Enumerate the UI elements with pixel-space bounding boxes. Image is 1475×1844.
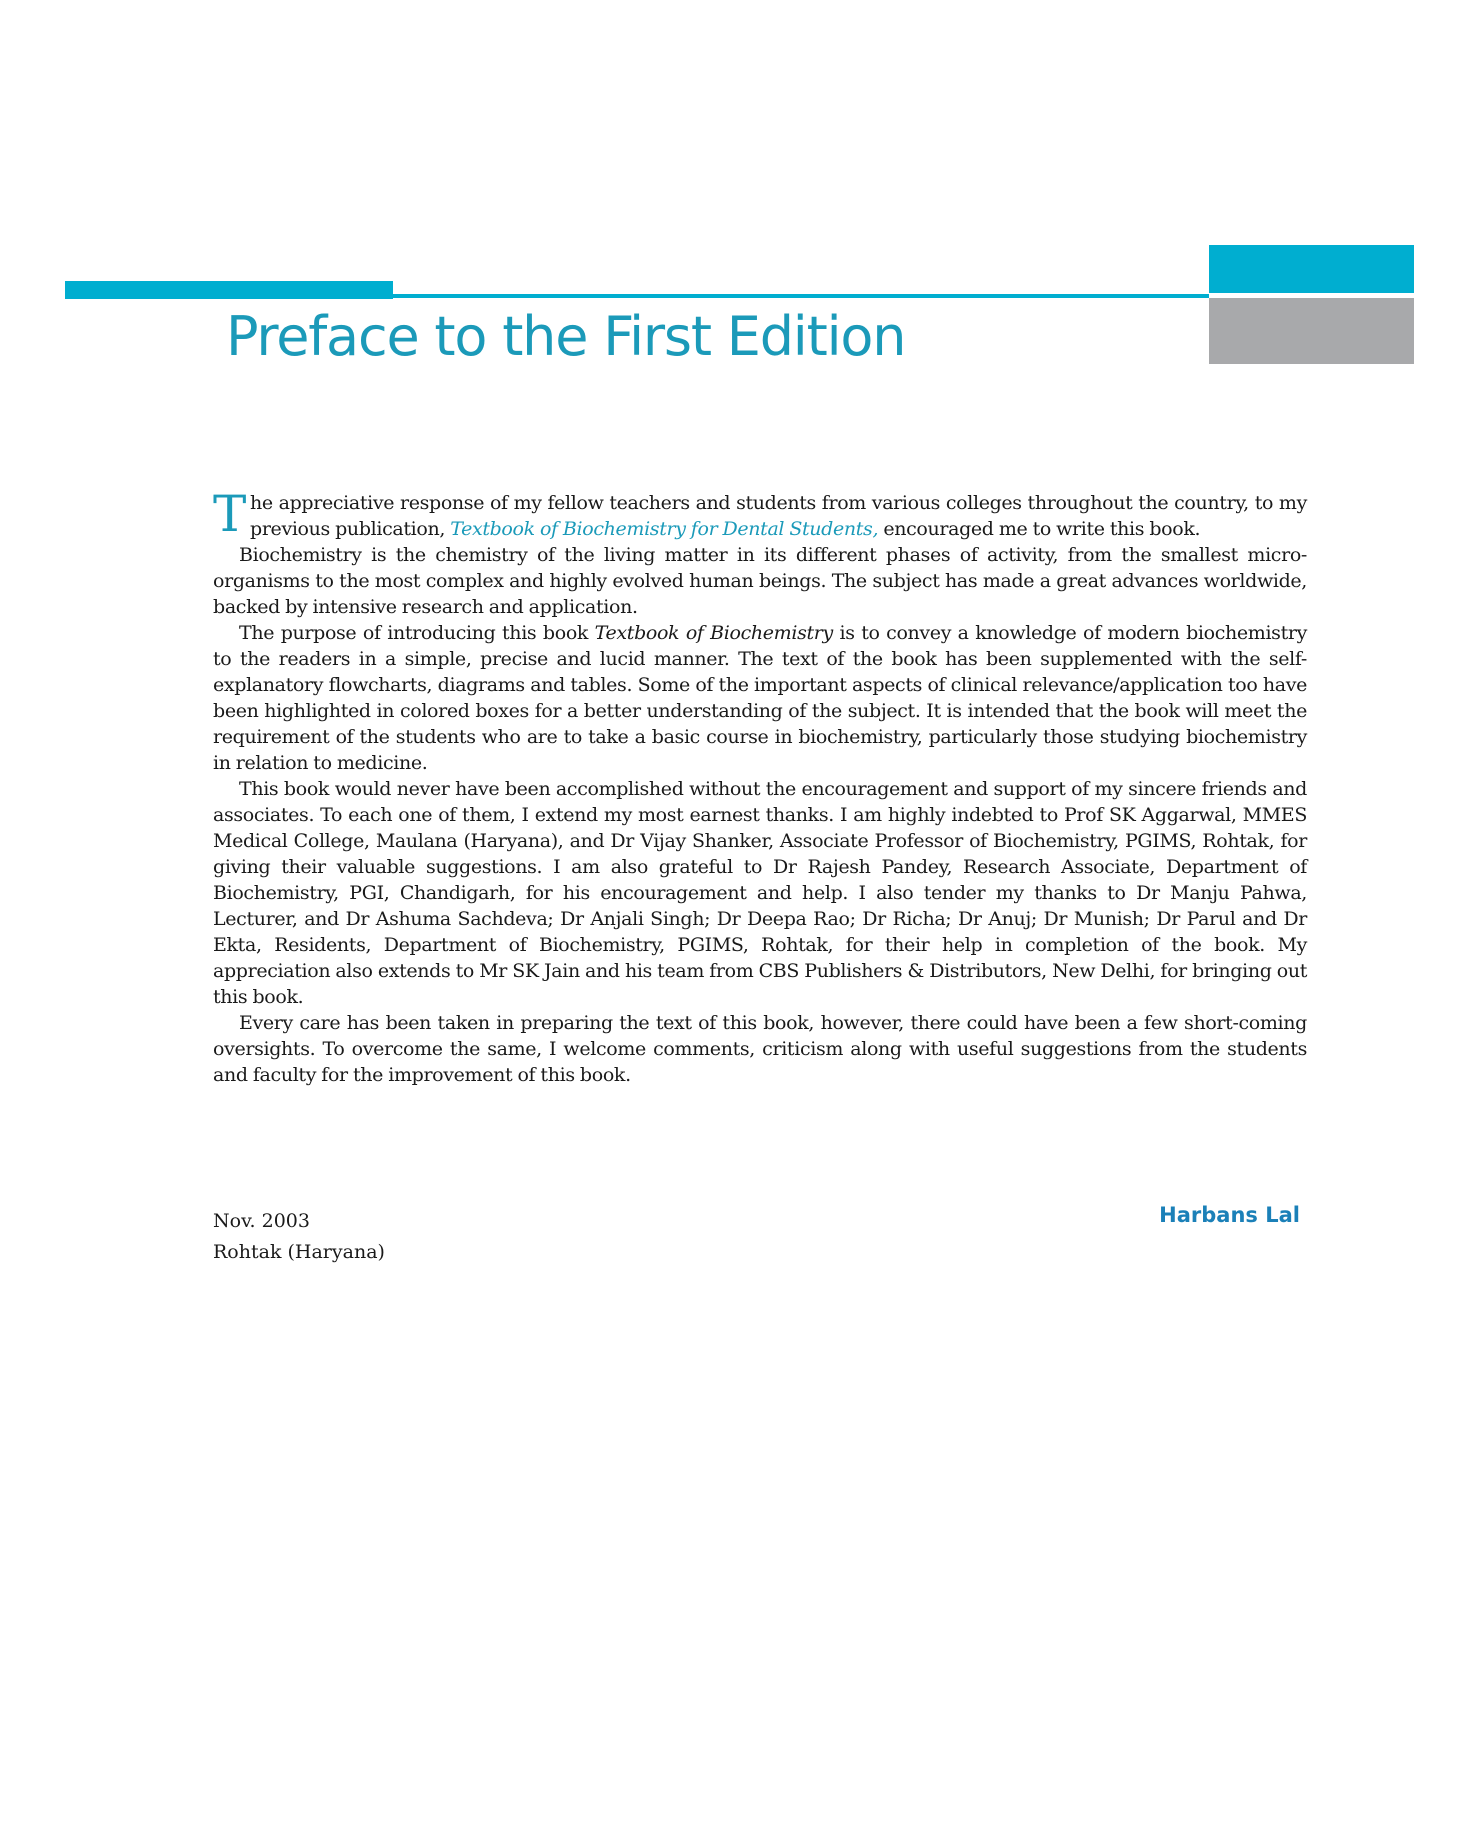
- book-title-biochemistry: Textbook of Biochemistry: [594, 622, 833, 644]
- paragraph-4: This book would never have been accomplished without the encouragement and support of my sincere friends and associates. To each one of them, I extend my most earnest thanks. I am highly indebted to Prof SK Aggarwal, MMES Medical College, Maulana (Haryana), and Dr Vijay Shanker, Associate Professor of Biochemistry, PGIMS, Rohtak, for giving their valuable suggestions. I am also grateful to Dr Rajesh Pandey, Research Associate, Department of Biochemistry, PGI, Chandigarh, for his encouragement and help. I also tender my thanks to Dr Manju Pahwa, Lecturer, and Dr Ashuma Sachdeva; Dr Anjali Singh; Dr Deepa Rao; Dr Richa; Dr Anuj; Dr Munish; Dr Parul and Dr Ekta, Residents, Department of Biochemistry, PGIMS, Rohtak, for their help in completion of the book. My appreciation also extends to Mr SK Jain and his team from CBS Publishers & Distributors, New Delhi, for bringing out this book.: [213, 778, 1307, 1008]
- page-title: Preface to the First Edition: [226, 305, 906, 368]
- drop-cap: T: [213, 485, 246, 543]
- place-text: Rohtak (Haryana): [213, 1241, 385, 1263]
- paragraph-1-tail: encouraged me to write this book.: [878, 518, 1201, 540]
- paragraph-2: Biochemistry is the chemistry of the living matter in its different phases of activity, from the smallest micro-organisms to the most complex and highly evolved human beings. The subject has made a great advances worldwide, backed by intensive research and application.: [213, 544, 1307, 618]
- book-title-dental: Textbook of Biochemistry for Dental Students,: [450, 518, 879, 540]
- header-teal-block: [1209, 245, 1414, 293]
- paragraph-1-lead: he appreciative response of my fellow teachers and students from various colleges throughout the country, to my previous publication,: [250, 492, 1307, 540]
- paragraph-3-lead: The purpose of introducing this book: [239, 622, 595, 644]
- author-signature: Harbans Lal: [1159, 1203, 1300, 1227]
- paragraph-3: [213, 620, 1307, 776]
- header-gray-block: [1209, 298, 1414, 364]
- header-accent-bar: [65, 281, 393, 299]
- paragraph-5: Every care has been taken in preparing the text of this book, however, there could have been a few short-coming oversights. To overcome the same, I welcome comments, criticism along with useful suggestions from the students and faculty for the improvement of this book.: [213, 1012, 1307, 1086]
- preface-body: [213, 485, 1307, 1088]
- paragraph-1: [213, 485, 1307, 543]
- paragraph-3-tail: is to convey a knowledge of modern biochemistry to the readers in a simple, precise and lucid manner. The text of the book has been supplemented with the self-explanatory flowcharts, diagrams and tables. Some of the important aspects of clinical relevance/application too have been highlighted in colored boxes for a better understanding of the subject. It is intended that the book will meet the requirement of the students who are to take a basic course in biochemistry, particularly those studying biochemistry in relation to medicine.: [213, 622, 1307, 774]
- header-rule-line: [393, 294, 1209, 298]
- date-text: Nov. 2003: [213, 1210, 310, 1232]
- dateline: [213, 1206, 385, 1268]
